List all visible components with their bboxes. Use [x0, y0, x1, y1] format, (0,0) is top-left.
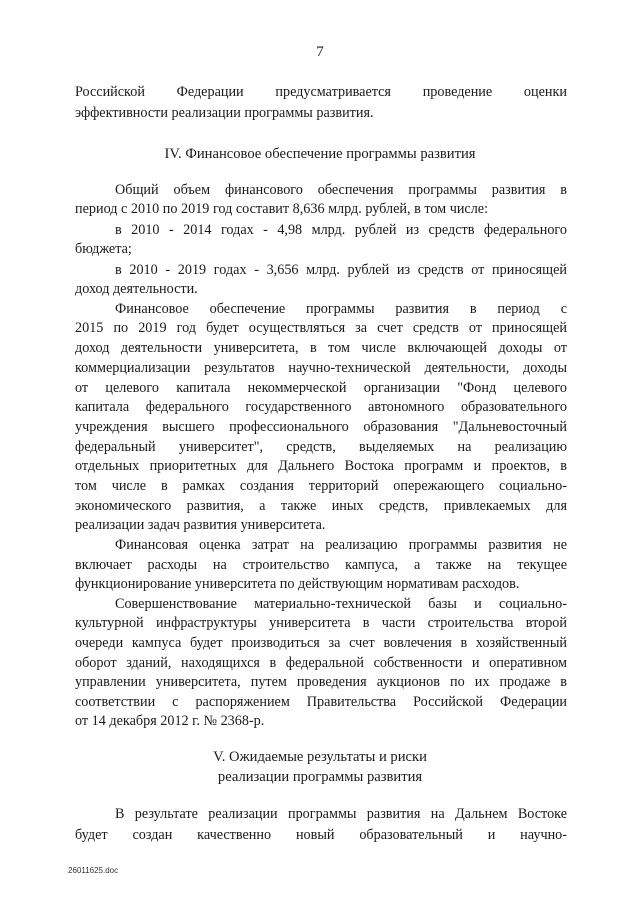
text-line: очереди кампуса будет производиться за счет вовлечения в хозяйственный: [75, 635, 567, 651]
text-line: соответствии с распоряжением Правительства Российской Федерации: [75, 694, 567, 710]
section-heading: реализации программы развития: [217, 769, 423, 785]
text-line: Финансовое обеспечение программы развития в период с: [115, 301, 567, 317]
text-line: экономического развития, а также иных средств, привлекаемых для: [75, 498, 567, 514]
text-line: федеральный университет", средств, выделяемых на реализацию: [75, 439, 567, 455]
text-line: коммерциализации результатов научно-технической деятельности, доходы: [75, 360, 567, 376]
text-line: функционирование университета по действующим нормативам расходов.: [75, 576, 520, 592]
text-line: Совершенствование материально-технической базы и социально-: [115, 596, 567, 612]
text-line: Общий объем финансового обеспечения программы развития в: [115, 182, 567, 198]
section-heading: V. Ожидаемые результаты и риски: [213, 749, 427, 765]
text-line: В результате реализации программы развития на Дальнем Востоке: [115, 806, 567, 822]
text-line: от целевого капитала некоммерческой организации "Фонд целевого: [75, 380, 567, 396]
text-line: оборот зданий, находящихся в федеральной собственности и оперативном: [75, 655, 567, 671]
text-line: том числе в рамках создания территорий опережающего социально-: [75, 478, 567, 494]
text-line: Финансовая оценка затрат на реализацию программы развития не: [115, 537, 567, 553]
text-line: в 2010 - 2014 годах - 4,98 млрд. рублей из средств федерального: [115, 222, 567, 238]
text-line: 2015 по 2019 год будет осуществляться за счет средств от приносящей: [75, 320, 567, 336]
text-line: эффективности реализации программы развития.: [75, 105, 374, 121]
text-line: период с 2010 по 2019 год составит 8,636 млрд. рублей, в том числе:: [75, 201, 489, 217]
text-line: капитала федерального государственного автономного образовательного: [75, 399, 567, 415]
text-line: в 2010 - 2019 годах - 3,656 млрд. рублей из средств от приносящей: [115, 262, 567, 278]
text-line: включает расходы на строительство кампуса, а также на текущее: [75, 557, 567, 573]
text-line: управлении университета, путем проведения аукционов по их продаже в: [75, 674, 567, 690]
text-line: будет создан качественно новый образовательный и научно-: [75, 827, 567, 843]
text-line: учреждения высшего профессионального образования "Дальневосточный: [75, 419, 567, 435]
page-number: 7: [316, 44, 324, 60]
text-line: от 14 декабря 2012 г. № 2368-р.: [75, 713, 265, 729]
text-line: отдельных приоритетных для Дальнего Востока программ и проектов, в: [75, 458, 567, 474]
text-line: реализации задач развития университета.: [75, 517, 326, 533]
document-footer-code: 26011625.doc: [68, 866, 119, 875]
text-line: культурной инфраструктуры университета в части строительства второй: [75, 615, 567, 631]
text-line: доход деятельности.: [75, 281, 198, 297]
text-line: Российской Федерации предусматривается проведение оценки: [75, 84, 567, 100]
text-line: доход деятельности университета, в том числе включающей доходы от: [75, 340, 567, 356]
section-heading: IV. Финансовое обеспечение программы развития: [164, 146, 476, 162]
text-line: бюджета;: [75, 241, 132, 257]
